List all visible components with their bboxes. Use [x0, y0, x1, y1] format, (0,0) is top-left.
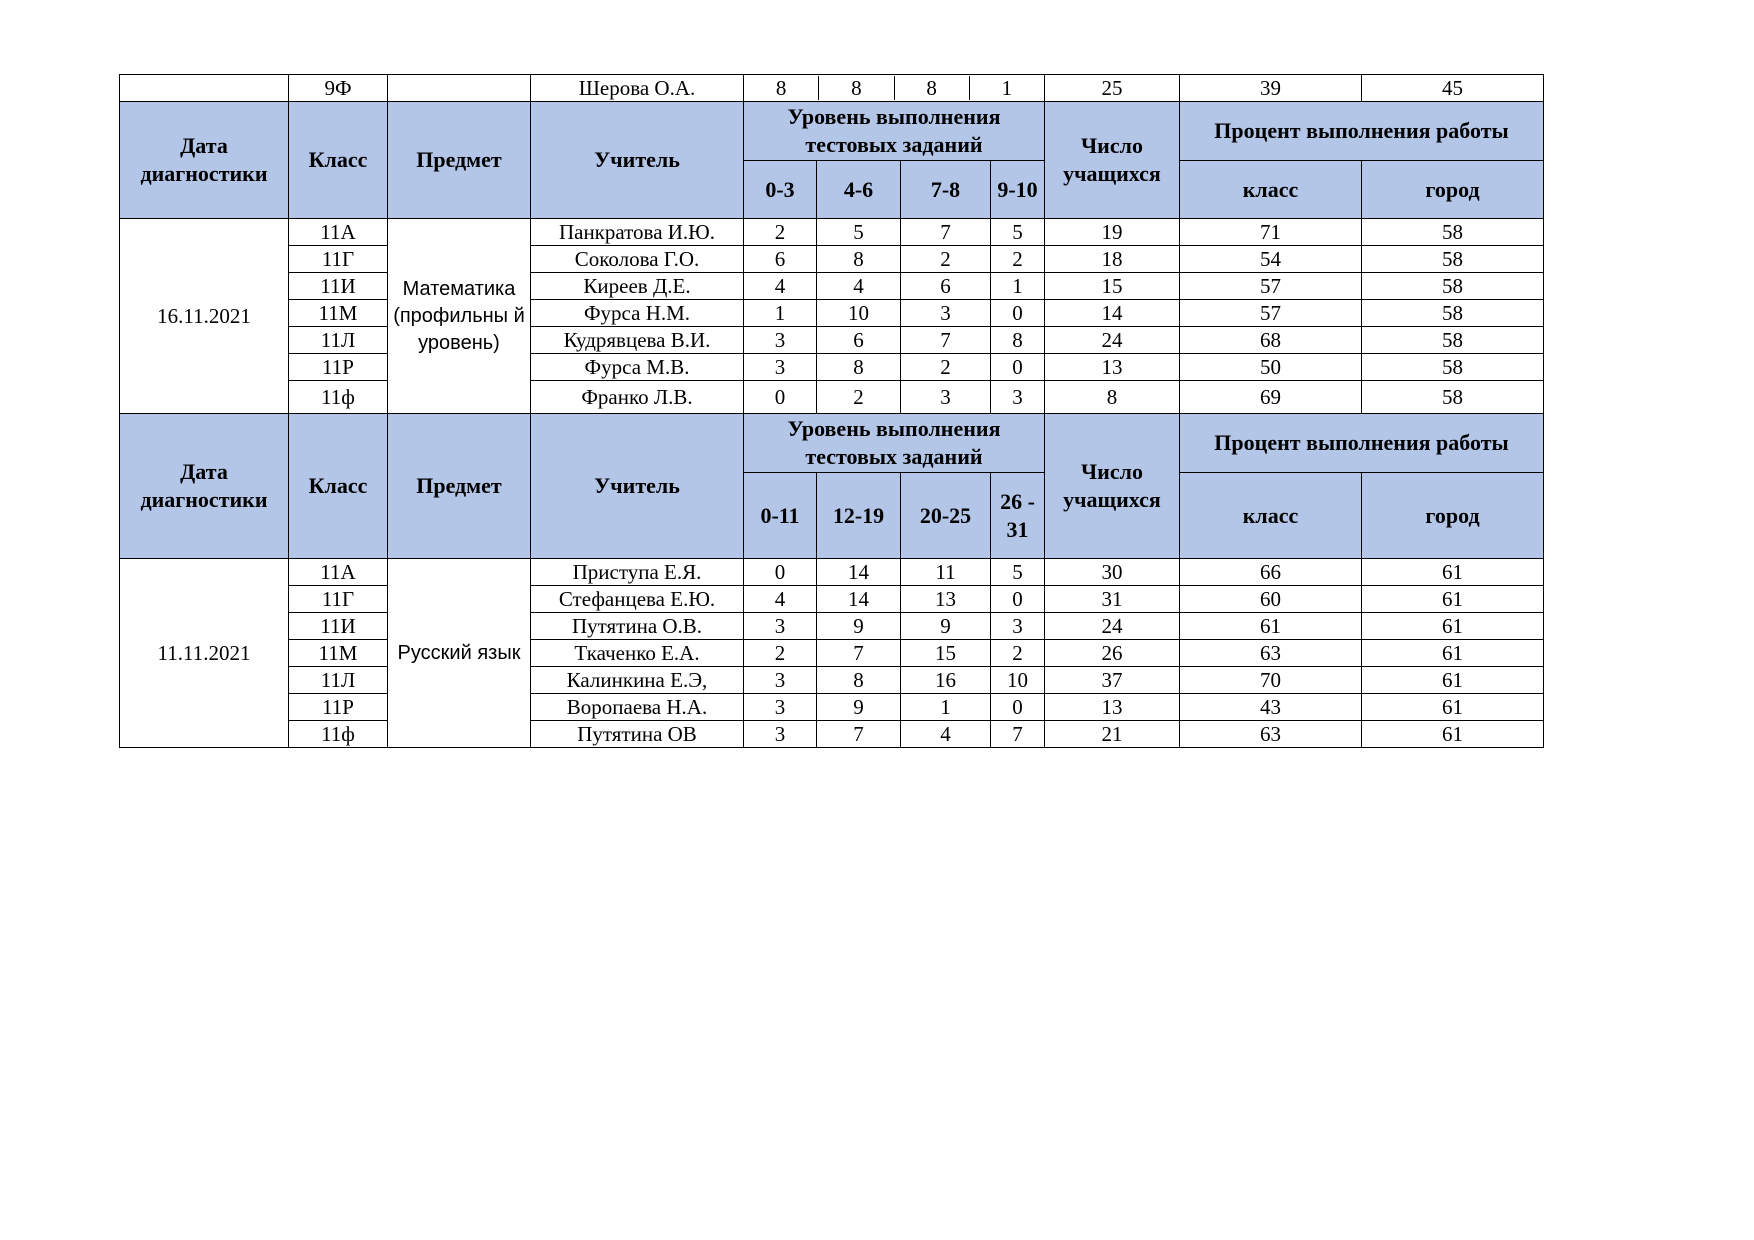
class-cell: 11М	[289, 640, 388, 667]
class-cell: 11И	[289, 613, 388, 640]
date-cell: 16.11.2021	[120, 219, 289, 414]
level-cell: 1	[991, 273, 1045, 300]
level-cell: 8	[894, 76, 969, 100]
level-cell: 7	[817, 640, 901, 667]
pct-class-cell: 43	[1180, 694, 1362, 721]
level-cell: 14	[817, 559, 901, 586]
header-percent: Процент выполнения работы	[1180, 414, 1544, 473]
count-cell: 15	[1045, 273, 1180, 300]
header-subject: Предмет	[388, 102, 531, 219]
header-level-range: 12-19	[817, 473, 901, 559]
pct-city-cell: 45	[1362, 75, 1544, 102]
header-date: Дата диагностики	[120, 102, 289, 219]
level-cell: 4	[744, 586, 817, 613]
table-row	[120, 246, 1544, 273]
level-cell: 2	[901, 354, 991, 381]
header-pct-city: город	[1362, 161, 1544, 219]
level-cell: 7	[901, 219, 991, 246]
class-cell: 11Л	[289, 327, 388, 354]
count-cell: 30	[1045, 559, 1180, 586]
table-row	[120, 613, 1544, 640]
subject-cell: Математика (профильны й уровень)	[388, 219, 531, 414]
level-cell: 8	[817, 246, 901, 273]
header-row	[120, 414, 1544, 473]
level-cell: 5	[991, 219, 1045, 246]
level-cell: 0	[991, 300, 1045, 327]
header-level-range: 7-8	[901, 161, 991, 219]
teacher-cell: Панкратова И.Ю.	[531, 219, 744, 246]
levels-cell-group	[744, 75, 1045, 102]
pct-city-cell: 58	[1362, 246, 1544, 273]
class-cell: 11ф	[289, 721, 388, 748]
level-cell: 2	[744, 219, 817, 246]
level-cell: 8	[991, 327, 1045, 354]
pct-class-cell: 57	[1180, 273, 1362, 300]
level-cell: 7	[991, 721, 1045, 748]
date-cell	[120, 75, 289, 102]
table-row	[120, 75, 1544, 102]
table-row	[120, 273, 1544, 300]
level-cell: 8	[817, 667, 901, 694]
level-cell: 1	[969, 76, 1044, 100]
table-row	[120, 694, 1544, 721]
count-cell: 37	[1045, 667, 1180, 694]
teacher-cell: Воропаева Н.А.	[531, 694, 744, 721]
level-cell: 0	[744, 381, 817, 414]
class-cell: 9Ф	[289, 75, 388, 102]
level-cell: 3	[901, 300, 991, 327]
teacher-cell: Фурса Н.М.	[531, 300, 744, 327]
teacher-cell: Франко Л.В.	[531, 381, 744, 414]
level-cell: 7	[901, 327, 991, 354]
subject-cell	[388, 75, 531, 102]
teacher-cell: Путятина ОВ	[531, 721, 744, 748]
header-class: Класс	[289, 102, 388, 219]
count-cell: 21	[1045, 721, 1180, 748]
date-cell: 11.11.2021	[120, 559, 289, 748]
header-date: Дата диагностики	[120, 414, 289, 559]
class-cell: 11Г	[289, 246, 388, 273]
count-cell: 19	[1045, 219, 1180, 246]
level-cell: 3	[744, 327, 817, 354]
teacher-cell: Калинкина Е.Э,	[531, 667, 744, 694]
pct-city-cell: 61	[1362, 667, 1544, 694]
class-cell: 11И	[289, 273, 388, 300]
pct-city-cell: 61	[1362, 586, 1544, 613]
level-cell: 1	[901, 694, 991, 721]
level-cell: 3	[901, 381, 991, 414]
pct-class-cell: 69	[1180, 381, 1362, 414]
pct-city-cell: 58	[1362, 300, 1544, 327]
level-cell: 15	[901, 640, 991, 667]
pct-class-cell: 70	[1180, 667, 1362, 694]
header-level-range: 0-3	[744, 161, 817, 219]
pct-city-cell: 58	[1362, 219, 1544, 246]
pct-class-cell: 71	[1180, 219, 1362, 246]
count-cell: 14	[1045, 300, 1180, 327]
level-cell: 9	[817, 613, 901, 640]
count-cell: 26	[1045, 640, 1180, 667]
header-count: Число учащихся	[1045, 102, 1180, 219]
teacher-cell: Стефанцева Е.Ю.	[531, 586, 744, 613]
level-cell: 8	[775, 76, 787, 100]
level-cell: 11	[901, 559, 991, 586]
count-cell: 24	[1045, 613, 1180, 640]
table-row	[120, 300, 1544, 327]
header-level-range: 20-25	[901, 473, 991, 559]
teacher-cell: Фурса М.В.	[531, 354, 744, 381]
pct-class-cell: 60	[1180, 586, 1362, 613]
pct-class-cell: 68	[1180, 327, 1362, 354]
count-cell: 18	[1045, 246, 1180, 273]
table-row	[120, 640, 1544, 667]
pct-city-cell: 61	[1362, 694, 1544, 721]
pct-class-cell: 63	[1180, 640, 1362, 667]
count-cell: 24	[1045, 327, 1180, 354]
level-cell: 2	[991, 246, 1045, 273]
header-count: Число учащихся	[1045, 414, 1180, 559]
pct-city-cell: 61	[1362, 640, 1544, 667]
level-cell: 5	[817, 219, 901, 246]
header-class: Класс	[289, 414, 388, 559]
pct-city-cell: 58	[1362, 327, 1544, 354]
level-cell: 0	[744, 559, 817, 586]
level-cell: 9	[817, 694, 901, 721]
header-pct-class: класс	[1180, 473, 1362, 559]
level-cell: 2	[817, 381, 901, 414]
level-cell: 10	[817, 300, 901, 327]
pct-class-cell: 57	[1180, 300, 1362, 327]
table-row	[120, 354, 1544, 381]
pct-city-cell: 61	[1362, 559, 1544, 586]
level-cell: 3	[991, 381, 1045, 414]
table-row	[120, 381, 1544, 414]
pct-class-cell: 39	[1180, 75, 1362, 102]
level-cell: 8	[818, 76, 893, 100]
level-cell: 3	[991, 613, 1045, 640]
level-cell: 3	[744, 721, 817, 748]
level-cell: 3	[744, 613, 817, 640]
class-cell: 11М	[289, 300, 388, 327]
header-level-range: 0-11	[744, 473, 817, 559]
level-cell: 3	[744, 354, 817, 381]
level-cell: 3	[744, 667, 817, 694]
teacher-cell: Путятина О.В.	[531, 613, 744, 640]
level-cell: 0	[991, 694, 1045, 721]
level-cell: 16	[901, 667, 991, 694]
level-cell: 9	[901, 613, 991, 640]
table-row	[120, 559, 1544, 586]
teacher-cell: Кудрявцева В.И.	[531, 327, 744, 354]
level-cell: 2	[991, 640, 1045, 667]
level-cell: 0	[991, 586, 1045, 613]
pct-class-cell: 66	[1180, 559, 1362, 586]
table-row	[120, 219, 1544, 246]
header-teacher: Учитель	[531, 102, 744, 219]
level-cell: 13	[901, 586, 991, 613]
teacher-cell: Соколова Г.О.	[531, 246, 744, 273]
header-pct-class: класс	[1180, 161, 1362, 219]
level-cell: 3	[744, 694, 817, 721]
header-levels: Уровень выполнения тестовых заданий	[744, 414, 1045, 473]
subject-cell: Русский язык	[388, 559, 531, 748]
class-cell: 11А	[289, 219, 388, 246]
pct-city-cell: 58	[1362, 381, 1544, 414]
header-level-range: 26 - 31	[991, 473, 1045, 559]
level-cell: 0	[991, 354, 1045, 381]
class-cell: 11Р	[289, 354, 388, 381]
header-subject: Предмет	[388, 414, 531, 559]
count-cell: 31	[1045, 586, 1180, 613]
class-cell: 11Л	[289, 667, 388, 694]
pct-class-cell: 61	[1180, 613, 1362, 640]
teacher-cell: Киреев Д.Е.	[531, 273, 744, 300]
level-cell: 4	[817, 273, 901, 300]
class-cell: 11Р	[289, 694, 388, 721]
header-pct-city: город	[1362, 473, 1544, 559]
table-row	[120, 721, 1544, 748]
pct-city-cell: 58	[1362, 354, 1544, 381]
level-cell: 6	[744, 246, 817, 273]
level-cell: 6	[817, 327, 901, 354]
level-cell: 6	[901, 273, 991, 300]
pct-class-cell: 63	[1180, 721, 1362, 748]
count-cell: 8	[1045, 381, 1180, 414]
table-row	[120, 586, 1544, 613]
level-cell: 4	[744, 273, 817, 300]
pct-city-cell: 61	[1362, 613, 1544, 640]
level-cell: 10	[991, 667, 1045, 694]
level-cell: 7	[817, 721, 901, 748]
class-cell: 11А	[289, 559, 388, 586]
header-level-range: 9-10	[991, 161, 1045, 219]
diagnostics-table	[119, 74, 1544, 748]
level-cell: 2	[901, 246, 991, 273]
table-row	[120, 667, 1544, 694]
teacher-cell: Приступа Е.Я.	[531, 559, 744, 586]
header-teacher: Учитель	[531, 414, 744, 559]
class-cell: 11ф	[289, 381, 388, 414]
level-cell: 2	[744, 640, 817, 667]
pct-city-cell: 58	[1362, 273, 1544, 300]
teacher-cell: Шерова О.А.	[531, 75, 744, 102]
level-cell: 14	[817, 586, 901, 613]
teacher-cell: Ткаченко Е.А.	[531, 640, 744, 667]
level-cell: 8	[817, 354, 901, 381]
header-level-range: 4-6	[817, 161, 901, 219]
header-percent: Процент выполнения работы	[1180, 102, 1544, 161]
level-cell: 1	[744, 300, 817, 327]
pct-class-cell: 54	[1180, 246, 1362, 273]
table-row	[120, 327, 1544, 354]
count-cell: 25	[1045, 75, 1180, 102]
count-cell: 13	[1045, 354, 1180, 381]
class-cell: 11Г	[289, 586, 388, 613]
header-row	[120, 102, 1544, 161]
count-cell: 13	[1045, 694, 1180, 721]
header-levels: Уровень выполнения тестовых заданий	[744, 102, 1045, 161]
level-cell: 5	[991, 559, 1045, 586]
pct-city-cell: 61	[1362, 721, 1544, 748]
pct-class-cell: 50	[1180, 354, 1362, 381]
level-cell: 4	[901, 721, 991, 748]
